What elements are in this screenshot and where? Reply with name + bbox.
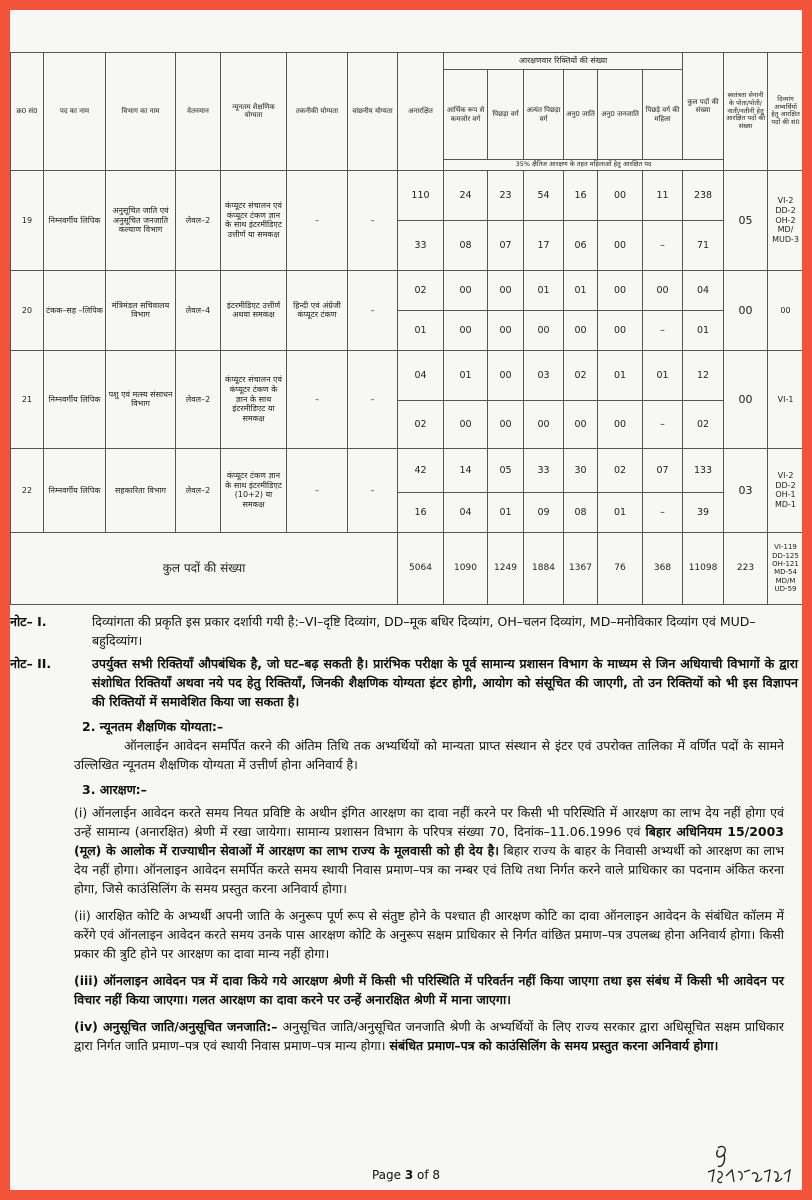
- cell-value: 23: [488, 170, 524, 220]
- cell-value: 17: [524, 220, 564, 270]
- cell-pwd: VI-1: [768, 350, 802, 448]
- total-label: कुल पदों की संख्या: [11, 532, 398, 604]
- total-value: 1249: [488, 532, 524, 604]
- cell-value: 03: [524, 350, 564, 400]
- note-2: [10, 654, 802, 711]
- cell-qual: कंप्यूटर संचालन एवं कंप्यूटर टंकण के ज्ञान के साथ इंटरमीडिएट या समकक्ष: [221, 350, 287, 448]
- col-desired: वांछनीय योग्यता: [348, 53, 398, 171]
- cell-value: 00: [564, 310, 598, 350]
- col-freedom-fighter: स्वतंत्रता सेनानी के पोता/पोती/नाती/नतीनी हेतु आरक्षित पदों की संख्या: [724, 53, 768, 171]
- cell-desired: –: [348, 350, 398, 448]
- cell-value: 33: [524, 448, 564, 492]
- cell-dept: सहकारिता विभाग: [106, 448, 176, 532]
- reservation-para-2: (ii) आरक्षित कोटि के अभ्यर्थी अपनी जाति के अनुरूप पूर्ण रूप से संतुष्ट होने के पश्चात ही आरक्षण कोटि का दावा ऑनलाइन आवेदन के संबंधित कॉलम में करेंगे एवं ऑनलाइन आवेदन करते समय उनके पास आरक्षण कोटि के अनुरूप सक्षम प्राधिकार से निर्गत वांछित प्रमाण–पत्र उपलब्ध होना अनिवार्य होगा। किसी प्रकार की त्रुटि होने पर आरक्षण का दावा मान्य नहीं होगा।: [74, 908, 784, 961]
- cell-value: 71: [683, 220, 724, 270]
- notes-section: [10, 612, 802, 1055]
- cell-tech: –: [287, 448, 348, 532]
- cell-value: 00: [598, 170, 643, 220]
- cell-value: –: [643, 310, 683, 350]
- cell-desired: –: [348, 270, 398, 350]
- col-qual: न्यूनतम शैक्षणिक योग्यता: [221, 53, 287, 171]
- note-1: [10, 612, 802, 650]
- cell-value: 02: [398, 270, 444, 310]
- cell-ff: 00: [724, 350, 768, 448]
- cell-value: 01: [598, 492, 643, 532]
- cell-ff: 03: [724, 448, 768, 532]
- cell-pwd: VI-2 DD-2 OH-2 MD/ MUD-3: [768, 170, 802, 270]
- cell-value: 02: [598, 448, 643, 492]
- cell-value: 00: [564, 400, 598, 448]
- total-value: 1367: [564, 532, 598, 604]
- cell-value: 04: [683, 270, 724, 310]
- cell-value: –: [643, 400, 683, 448]
- col-bcw: पिछड़े वर्ग की महिला: [643, 70, 683, 160]
- cell-pwd: 00: [768, 270, 802, 350]
- note-2-text: उपर्युक्त सभी रिक्तियाँ औपबंधिक है, जो घट–बढ़ सकती है। प्रारंभिक परीक्षा के पूर्व सामान्य प्रशासन विभाग के माध्यम से जिन अधियाची विभागों के द्वारा संशोधित रिक्तियाँ अथवा नये पद हेतु रिक्तियाँ, जिनकी शैक्षणिक योग्यता इंटर होगी, आयोग को संसूचित की जाएगी, तो उन रिक्तियों को भी इस विज्ञापन की रिक्तियों में समावेशित किया जा सकता है।: [92, 656, 798, 709]
- col-ebc: अत्यंत पिछड़ा वर्ग: [524, 70, 564, 160]
- col-tech: तकनीकी योग्यता: [287, 53, 348, 171]
- cell-value: 01: [444, 350, 488, 400]
- total-value: 11098: [683, 532, 724, 604]
- cell-value: 01: [683, 310, 724, 350]
- cell-sn: 19: [11, 170, 44, 270]
- para-1-c: बिहार राज्य के बाहर के निवासी अभ्यर्थी को आरक्षण का लाभ देय नहीं होगा। ऑनलाइन आवेदन समर्पित करते समय स्थायी निवास प्रमाण–पत्र का नम्बर एवं तिथि तथा निर्गत करने वाले प्राधिकार का पदनाम अंकित करना होगा, जिसे काउंसिलिंग के समय प्रस्तुत करना अनिवार्य होगा।: [74, 843, 785, 896]
- total-value: 5064: [398, 532, 444, 604]
- cell-desired: –: [348, 170, 398, 270]
- col-post: पद का नाम: [44, 53, 106, 171]
- para-4-b: अनुसूचित जाति/अनुसूचित जनजाति श्रेणी के अभ्यर्थियों के लिए राज्य सरकार द्वारा अधिसूचित सक्षम प्राधिकार द्वारा निर्गत जाति प्रमाण–पत्र एवं स्थायी निवास प्रमाण–पत्र मान्य होगा।: [74, 1019, 784, 1053]
- cell-value: 08: [444, 220, 488, 270]
- para-1-b: बिहार अधिनियम 15/2003 (मूल) के आलोक में राज्याधीन सेवाओं में आरक्षण का लाभ राज्य के मूलवासी को ही देय है।: [74, 824, 784, 858]
- col-pwd: दिव्यांग अभ्यर्थियों हेतु आरक्षित पदों की सं0: [768, 53, 802, 171]
- cell-post: निम्नवर्गीय लिपिक: [44, 350, 106, 448]
- total-value: 223: [724, 532, 768, 604]
- cell-value: 133: [683, 448, 724, 492]
- cell-value: 11: [643, 170, 683, 220]
- reservation-para-3: (iii) ऑनलाइन आवेदन पत्र में दावा किये गये आरक्षण श्रेणी में किसी भी परिस्थिति में परिवर्तन नहीं किया जाएगा तथा इस संबंध में किसी भी आवेदन पर विचार नहीं किया जाएगा। गलत आरक्षण का दावा करने पर उन्हें अनारक्षित श्रेणी में माना जाएगा।: [74, 973, 784, 1007]
- cell-value: 24: [444, 170, 488, 220]
- cell-value: 00: [488, 310, 524, 350]
- col-bc: पिछड़ा वर्ग: [488, 70, 524, 160]
- col-st: अनु0 जनजाति: [598, 70, 643, 160]
- cell-value: 42: [398, 448, 444, 492]
- cell-value: 00: [598, 220, 643, 270]
- col-ews: आर्थिक रूप से कमजोर वर्ग: [444, 70, 488, 160]
- cell-post: निम्नवर्गीय लिपिक: [44, 170, 106, 270]
- note-1-text: दिव्यांगता की प्रकृति इस प्रकार दर्शायी गयी है:–VI–दृष्टि दिव्यांग, DD–मूक बधिर दिव्यांग, OH–चलन दिव्यांग, MD–मनोविकार दिव्यांग एवं MUD–बहुदिव्यांग।: [92, 614, 756, 648]
- cell-value: 00: [598, 310, 643, 350]
- cell-value: 00: [598, 400, 643, 448]
- page-of: of 8: [413, 1168, 441, 1182]
- col-pay: वेतनमान: [176, 53, 221, 171]
- cell-desired: –: [348, 448, 398, 532]
- cell-tech: –: [287, 350, 348, 448]
- cell-value: 00: [524, 400, 564, 448]
- total-value: 1090: [444, 532, 488, 604]
- women-reservation-note: 35% क्षैतिज आरक्षण के तहत महिलाओं हेतु आरक्षित पद: [444, 160, 724, 171]
- cell-value: 16: [398, 492, 444, 532]
- cell-value: 12: [683, 350, 724, 400]
- cell-pwd: VI-2 DD-2 OH-1 MD-1: [768, 448, 802, 532]
- cell-dept: अनुसूचित जाति एवं अनुसूचित जनजाति कल्याण विभाग: [106, 170, 176, 270]
- cell-value: 01: [524, 270, 564, 310]
- cell-value: 00: [444, 270, 488, 310]
- cell-dept: पशु एवं मत्स्य संसाधन विभाग: [106, 350, 176, 448]
- cell-value: 00: [488, 400, 524, 448]
- section-2-text: ऑनलाईन आवेदन समर्पित करने की अंतिम तिथि तक अभ्यर्थियों को मान्यता प्राप्त संस्थान से इंटर एवं उपरोक्त तालिका में वर्णित पदों के सामने उल्लिखित न्यूनतम शैक्षणिक योग्यता में उत्तीर्ण होना अनिवार्य है।: [74, 738, 784, 772]
- col-dept: विभाग का नाम: [106, 53, 176, 171]
- cell-value: 00: [444, 400, 488, 448]
- cell-sn: 20: [11, 270, 44, 350]
- cell-pay: लेवल–4: [176, 270, 221, 350]
- col-reservation-group: आरक्षणवार रिक्तियों की संख्या: [444, 53, 683, 70]
- cell-value: 00: [488, 350, 524, 400]
- cell-ff: 00: [724, 270, 768, 350]
- cell-value: 07: [488, 220, 524, 270]
- cell-value: 01: [643, 350, 683, 400]
- total-value: 1884: [524, 532, 564, 604]
- col-unreserved: अनारक्षित: [398, 53, 444, 171]
- cell-post: टंकक–सह –लिपिक: [44, 270, 106, 350]
- document-page: [10, 10, 802, 1190]
- para-4-c: संबंधित प्रमाण–पत्र को काउंसिलिंग के समय प्रस्तुत करना अनिवार्य होगा।: [389, 1038, 719, 1053]
- note-1-label: नोट– I.: [10, 614, 47, 629]
- cell-qual: कंप्यूटर टंकण ज्ञान के साथ इंटरमीडिएट (10+2) या समकक्ष: [221, 448, 287, 532]
- reservation-para-4: [74, 1017, 784, 1055]
- page-number: 3: [404, 1168, 414, 1182]
- cell-value: 01: [398, 310, 444, 350]
- cell-value: 30: [564, 448, 598, 492]
- cell-ff: 05: [724, 170, 768, 270]
- total-value: 76: [598, 532, 643, 604]
- cell-value: 00: [488, 270, 524, 310]
- vacancy-table: [10, 52, 802, 605]
- cell-value: 02: [683, 400, 724, 448]
- cell-tech: हिन्दी एवं अंग्रेजी कंप्यूटर टंकण: [287, 270, 348, 350]
- cell-pay: लेवल–2: [176, 350, 221, 448]
- section-2-heading: 2. न्यूनतम शैक्षणिक योग्यता:–: [82, 719, 224, 734]
- cell-sn: 21: [11, 350, 44, 448]
- cell-value: 09: [524, 492, 564, 532]
- cell-value: 39: [683, 492, 724, 532]
- cell-value: 01: [564, 270, 598, 310]
- signature-image: [704, 1142, 796, 1188]
- cell-value: 16: [564, 170, 598, 220]
- cell-value: –: [643, 220, 683, 270]
- total-value: 368: [643, 532, 683, 604]
- cell-post: निम्नवर्गीय लिपिक: [44, 448, 106, 532]
- cell-value: 54: [524, 170, 564, 220]
- para-1-a: (i) ऑनलाईन आवेदन करते समय नियत प्रविष्टि के अधीन इंगित आरक्षण का दावा नहीं करने पर किसी भी परिस्थिति में आरक्षण का लाभ देय नहीं होगा एवं उन्हें सामान्य (अनारक्षित) श्रेणी में रखा जायेगा। सामान्य प्रशासन विभाग के परिपत्र संख्या 70, दिनांक–11.06.1996 एवं: [74, 805, 784, 839]
- page-label: Page: [371, 1168, 405, 1182]
- col-total: कुल पदों की संख्या: [683, 53, 724, 160]
- para-4-a: (iv) अनुसूचित जाति/अनुसूचित जनजाति:–: [74, 1019, 283, 1034]
- cell-value: 01: [488, 492, 524, 532]
- cell-pay: लेवल–2: [176, 170, 221, 270]
- cell-value: 14: [444, 448, 488, 492]
- cell-value: 01: [598, 350, 643, 400]
- note-2-label: नोट– II.: [10, 656, 52, 671]
- cell-value: 00: [598, 270, 643, 310]
- col-sc: अनु0 जाति: [564, 70, 598, 160]
- cell-value: 02: [564, 350, 598, 400]
- cell-value: 08: [564, 492, 598, 532]
- cell-value: 110: [398, 170, 444, 220]
- cell-dept: मंत्रिमंडल सचिवालय विभाग: [106, 270, 176, 350]
- cell-value: 04: [398, 350, 444, 400]
- cell-value: 00: [524, 310, 564, 350]
- cell-value: 33: [398, 220, 444, 270]
- cell-qual: कंप्यूटर संचालन एवं कंप्यूटर टंकण ज्ञान के साथ इंटरमीडिएट उत्तीर्ण या समकक्ष: [221, 170, 287, 270]
- cell-value: 06: [564, 220, 598, 270]
- cell-value: 04: [444, 492, 488, 532]
- page-footer: [10, 1168, 802, 1182]
- reservation-para-1: [74, 803, 784, 898]
- cell-value: 00: [444, 310, 488, 350]
- cell-pay: लेवल–2: [176, 448, 221, 532]
- cell-value: 00: [643, 270, 683, 310]
- cell-value: 07: [643, 448, 683, 492]
- cell-value: 02: [398, 400, 444, 448]
- cell-value: 05: [488, 448, 524, 492]
- section-3-heading: 3. आरक्षण:–: [82, 782, 147, 797]
- total-pwd: VI-119 DD-125 OH-121 MD-54 MD/M UD-59: [768, 532, 802, 604]
- cell-sn: 22: [11, 448, 44, 532]
- cell-qual: इंटरमीडिएट उत्तीर्ण अथवा समकक्ष: [221, 270, 287, 350]
- col-sn: क्र0 सं0: [11, 53, 44, 171]
- cell-tech: –: [287, 170, 348, 270]
- cell-value: –: [643, 492, 683, 532]
- cell-value: 238: [683, 170, 724, 220]
